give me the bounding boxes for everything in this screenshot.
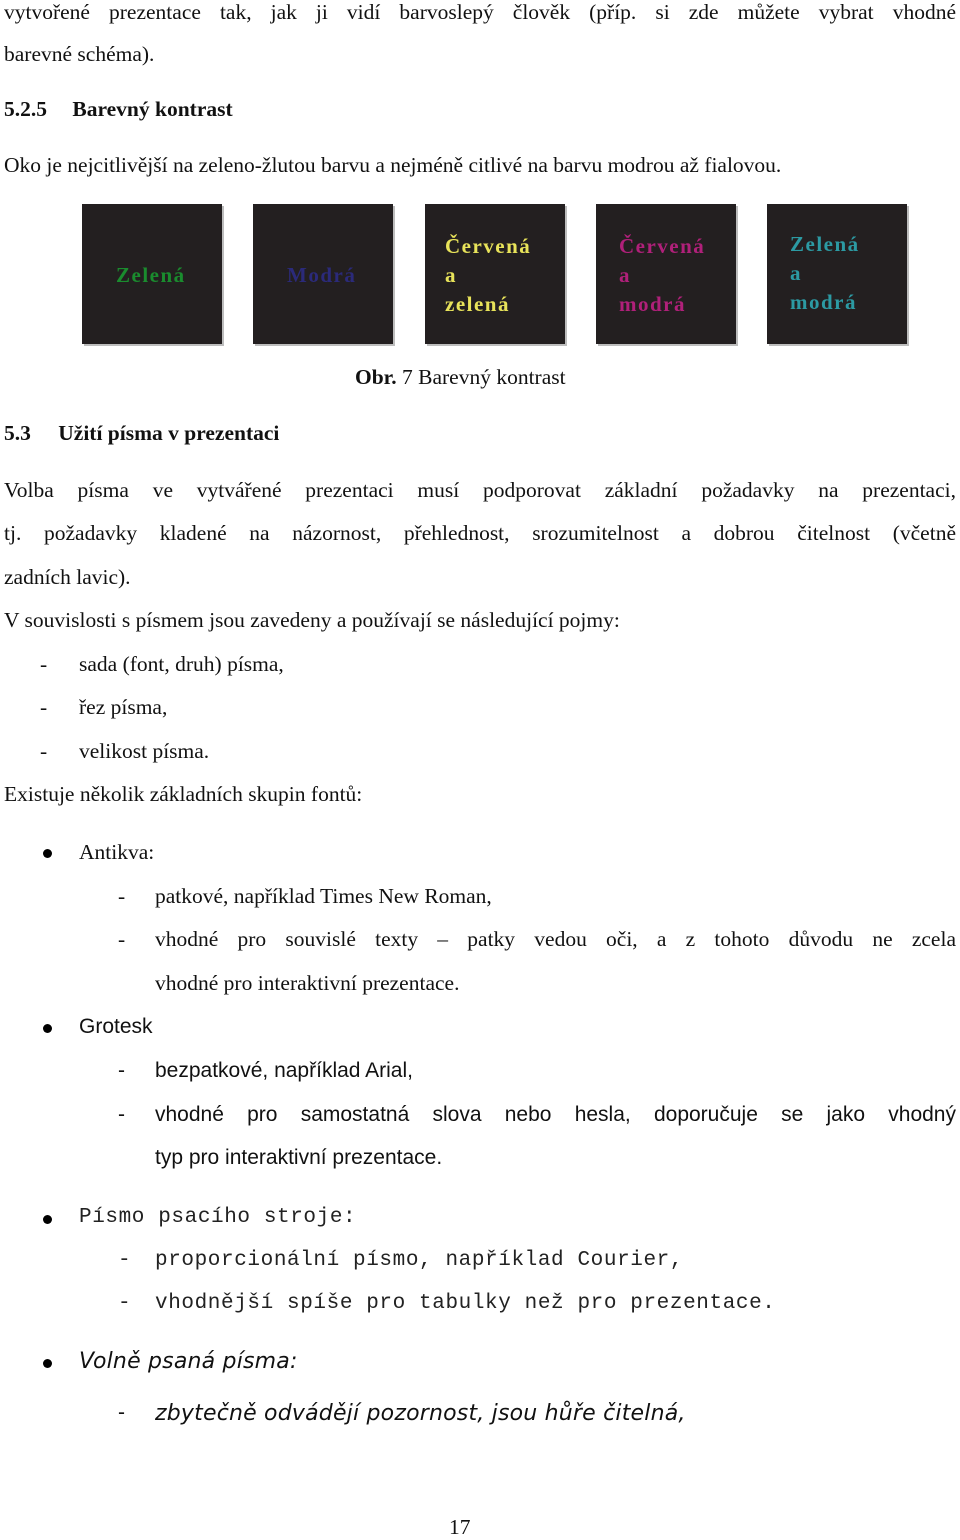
- bullet-handwritten: [43, 1359, 52, 1368]
- color-box-blue: [253, 204, 393, 344]
- typewriter-item-2-dash: -: [118, 1292, 132, 1315]
- page-number: 17: [449, 1515, 471, 1539]
- antikva-item-1: patkové, například Times New Roman,: [155, 884, 492, 908]
- color-box-green-blue-line-2: a: [790, 261, 802, 285]
- term-3-dash: -: [40, 739, 48, 763]
- section-525-text: Oko je nejcitlivější na zeleno-žlutou barvu a nejméně citlivé na barvu modrou až fialovou.: [4, 153, 782, 177]
- color-box-red-green-line-3: zelená: [445, 292, 510, 316]
- color-box-blue-label: Modrá: [287, 263, 357, 287]
- grotesk-item-1: bezpatkové, například Arial,: [155, 1059, 413, 1082]
- bullet-typewriter: [43, 1215, 52, 1224]
- grotesk-item-3: typ pro interaktivní prezentace.: [155, 1146, 443, 1169]
- figure-caption-text: 7 Barevný kontrast: [402, 365, 566, 389]
- term-1-dash: -: [40, 652, 48, 676]
- color-box-green-blue-line-3: modrá: [790, 290, 857, 314]
- section-53-title: Užití písma v prezentaci: [58, 421, 280, 445]
- term-1: sada (font, druh) písma,: [79, 652, 284, 676]
- para1-line-3: zadních lavic).: [4, 565, 131, 589]
- color-box-green-label: Zelená: [116, 263, 186, 287]
- color-box-red-blue: [596, 204, 736, 344]
- antikva-item-2-dash: -: [118, 927, 126, 951]
- figure-caption-label: Obr.: [355, 365, 397, 389]
- antikva-item-1-dash: -: [118, 884, 126, 908]
- intro-line-1: vytvořené prezentace tak, jak ji vidí barvoslepý člověk (příp. si zde můžete vybrat vhodné: [4, 0, 956, 24]
- antikva-item-3: vhodné pro interaktivní prezentace.: [155, 971, 460, 995]
- color-box-green: [82, 204, 222, 344]
- handwritten-item-1-dash: -: [118, 1401, 125, 1424]
- group-typewriter-name: Písmo psacího stroje:: [79, 1206, 357, 1229]
- color-box-green-blue: [767, 204, 907, 344]
- para1-line-1: Volba písma ve vytvářené prezentaci musí podporovat základní požadavky na prezentaci,: [4, 478, 956, 502]
- para1-line-2: tj. požadavky kladené na názornost, přehlednost, srozumitelnost a dobrou čitelnost (včetně: [4, 521, 956, 545]
- color-box-red-green: [425, 204, 565, 344]
- figure-caption: [355, 365, 566, 390]
- term-2: řez písma,: [79, 695, 168, 719]
- section-525-title: Barevný kontrast: [72, 97, 233, 121]
- para3: Existuje několik základních skupin fontů:: [4, 782, 363, 806]
- para2: V souvislosti s písmem jsou zavedeny a používají se následující pojmy:: [4, 608, 620, 632]
- typewriter-item-1: proporcionální písmo, například Courier,: [155, 1249, 684, 1272]
- color-box-red-green-line-1: Červená: [445, 234, 532, 258]
- typewriter-item-1-dash: -: [118, 1249, 132, 1272]
- term-2-dash: -: [40, 695, 48, 719]
- antikva-item-2: vhodné pro souvislé texty – patky vedou oči, a z tohoto důvodu ne zcela: [155, 927, 956, 951]
- grotesk-item-1-dash: -: [118, 1059, 125, 1082]
- term-3: velikost písma.: [79, 739, 210, 763]
- group-handwritten-name: Volně psaná písma:: [79, 1349, 298, 1374]
- section-53-heading: [4, 421, 279, 446]
- typewriter-item-2: vhodnější spíše pro tabulky než pro prezentace.: [155, 1292, 776, 1315]
- intro-line-2: barevné schéma).: [4, 42, 155, 66]
- group-grotesk-name: Grotesk: [79, 1015, 153, 1038]
- bullet-grotesk: [43, 1024, 52, 1033]
- color-box-red-green-line-2: a: [445, 263, 457, 287]
- handwritten-item-1: zbytečně odvádějí pozornost, jsou hůře čitelná,: [155, 1401, 686, 1426]
- bullet-antikva: [43, 849, 52, 858]
- color-box-red-blue-line-3: modrá: [619, 292, 686, 316]
- grotesk-item-2-dash: -: [118, 1103, 125, 1126]
- section-525-heading: [4, 97, 233, 122]
- grotesk-item-2: vhodné pro samostatná slova nebo hesla, doporučuje se jako vhodný: [155, 1103, 956, 1126]
- color-box-red-blue-line-2: a: [619, 263, 631, 287]
- group-antikva-name: Antikva:: [79, 840, 155, 864]
- color-box-green-blue-line-1: Zelená: [790, 232, 860, 256]
- color-box-red-blue-line-1: Červená: [619, 234, 706, 258]
- section-53-number: 5.3: [4, 421, 31, 445]
- section-525-number: 5.2.5: [4, 97, 47, 121]
